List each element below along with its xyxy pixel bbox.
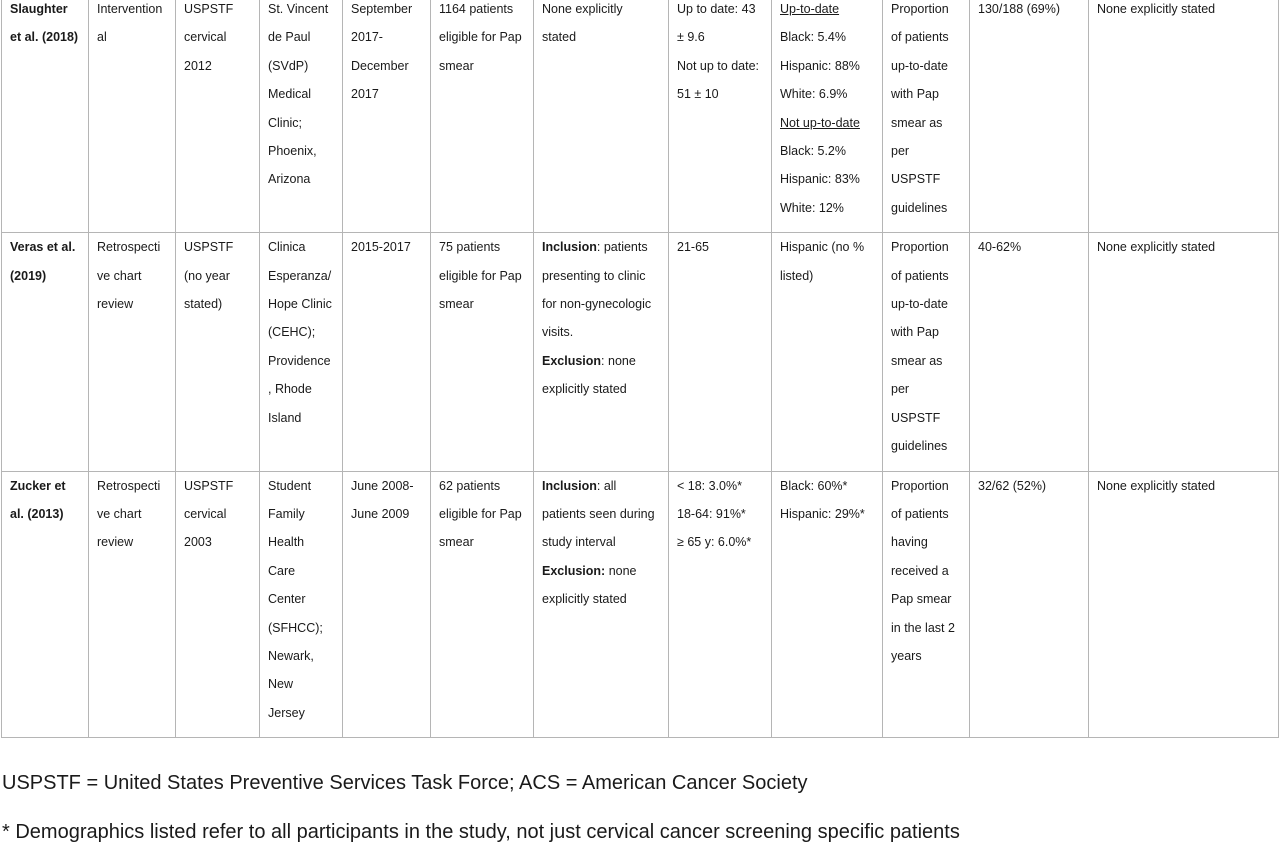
race-text: White: 6.9%	[780, 87, 848, 102]
setting-text: Esperanza/	[268, 268, 332, 283]
cell-period	[343, 233, 431, 471]
exclusion-text: explicitly stated	[542, 382, 627, 397]
population-text: eligible for Pap	[439, 506, 522, 521]
outcome-text: in the last 2	[891, 620, 955, 635]
cell-design	[89, 233, 176, 471]
design-text: Retrospecti	[97, 478, 161, 493]
race-text: Hispanic (no %	[780, 240, 865, 255]
cell-outcome	[883, 0, 970, 233]
cell-guideline	[176, 471, 260, 738]
outcome-text: with Pap	[891, 87, 939, 102]
outcome-text: of patients	[891, 506, 949, 521]
guideline-text: (no year	[184, 268, 230, 283]
cell-guideline	[176, 233, 260, 471]
inclusion-text: patients seen during	[542, 506, 655, 521]
outcome-text: per	[891, 382, 910, 397]
cell-setting	[260, 233, 343, 471]
abbreviations-footnote: USPSTF = United States Preventive Services Task Force; ACS = American Cancer Society	[2, 772, 808, 794]
cell-criteria	[534, 471, 669, 738]
setting-text: (SVdP)	[268, 58, 309, 73]
cell-funding: None explicitly stated	[1089, 233, 1279, 471]
cell-study	[2, 233, 89, 471]
cell-study	[2, 471, 89, 738]
cell-design	[89, 0, 176, 233]
design-text: al	[97, 30, 107, 45]
guideline-text: USPSTF	[184, 240, 234, 255]
setting-text: Health	[268, 535, 305, 550]
study-text: Zucker et	[10, 478, 66, 493]
race-group-label: Up-to-date	[780, 2, 840, 16]
outcome-text: USPSTF	[891, 410, 941, 425]
cell-population	[431, 0, 534, 233]
design-text: review	[97, 297, 134, 312]
outcome-text: up-to-date	[891, 297, 948, 312]
cell-period	[343, 0, 431, 233]
population-text: 1164 patients	[439, 2, 514, 16]
setting-text: Clinic;	[268, 115, 303, 130]
guideline-text: 2003	[184, 535, 212, 550]
setting-text: Newark,	[268, 648, 314, 663]
race-text: Hispanic: 88%	[780, 58, 860, 73]
inclusion-text: : patients	[596, 240, 648, 255]
guideline-text: stated)	[184, 297, 223, 312]
cell-outcome	[883, 233, 970, 471]
cell-race	[772, 233, 883, 471]
outcome-text: smear as	[891, 115, 943, 130]
guideline-text: cervical	[184, 506, 227, 521]
setting-text: Center	[268, 592, 306, 607]
age-text: Not up to date:	[677, 58, 760, 73]
inclusion-text: : all	[596, 478, 617, 493]
cell-funding: None explicitly stated	[1089, 0, 1279, 233]
cell-setting	[260, 471, 343, 738]
cell-population	[431, 233, 534, 471]
setting-text: Providence	[268, 353, 331, 368]
period-text: 2017-	[351, 30, 383, 45]
population-text: 75 patients	[439, 240, 501, 255]
race-text: Black: 5.2%	[780, 144, 847, 159]
inclusion-text: for non-gynecologic	[542, 297, 652, 312]
race-text: listed)	[780, 268, 814, 283]
setting-text: Hope Clinic	[268, 297, 332, 312]
outcome-text: Proportion	[891, 240, 949, 255]
design-text: review	[97, 535, 134, 550]
cell-funding: None explicitly stated	[1089, 471, 1279, 738]
inclusion-text: visits.	[542, 325, 574, 340]
outcome-text: of patients	[891, 268, 949, 283]
cell-design	[89, 471, 176, 738]
race-text: Hispanic: 29%*	[780, 506, 865, 521]
outcome-text: having	[891, 535, 928, 550]
table-row	[2, 233, 1279, 471]
period-text: June 2008-	[351, 478, 414, 493]
inclusion-line	[542, 233, 662, 261]
cell-race	[772, 0, 883, 233]
cell-outcome	[883, 471, 970, 738]
design-text: Retrospecti	[97, 240, 161, 255]
cell-result: 40-62%	[970, 233, 1089, 471]
outcome-text: smear as	[891, 353, 943, 368]
guideline-text: USPSTF	[184, 2, 234, 16]
demographics-footnote: * Demographics listed refer to all participants in the study, not just cervical cancer screening specific patients	[2, 821, 960, 843]
outcome-text: with Pap	[891, 325, 939, 340]
study-table	[1, 0, 1279, 738]
study-text: Veras et al.	[10, 240, 76, 255]
guideline-text: 2012	[184, 58, 212, 73]
criteria-text: None explicitly	[542, 2, 623, 16]
race-text: Hispanic: 83%	[780, 172, 860, 187]
setting-text: de Paul	[268, 30, 311, 45]
population-text: smear	[439, 297, 474, 312]
population-text: smear	[439, 535, 474, 550]
outcome-text: guidelines	[891, 439, 948, 454]
cell-setting	[260, 0, 343, 233]
exclusion-label: Exclusion:	[542, 563, 606, 578]
table-row	[2, 471, 1279, 738]
design-text: Intervention	[97, 2, 163, 16]
guideline-text: USPSTF	[184, 478, 234, 493]
age-text: 21-65	[677, 240, 709, 255]
exclusion-text: explicitly stated	[542, 592, 627, 607]
setting-text: (SFHCC);	[268, 620, 323, 635]
outcome-text: received a	[891, 563, 949, 578]
study-text: (2019)	[10, 268, 47, 283]
cell-age	[669, 0, 772, 233]
outcome-text: guidelines	[891, 200, 948, 215]
setting-text: Island	[268, 410, 302, 425]
study-text: Slaughter	[10, 2, 68, 16]
cell-age	[669, 233, 772, 471]
inclusion-line	[542, 472, 662, 500]
outcome-text: USPSTF	[891, 172, 941, 187]
study-text: al. (2013)	[10, 506, 64, 521]
exclusion-line	[542, 557, 662, 585]
outcome-text: up-to-date	[891, 58, 948, 73]
cell-result: 130/188 (69%)	[970, 0, 1089, 233]
population-text: 62 patients	[439, 478, 501, 493]
exclusion-line	[542, 347, 662, 375]
cell-criteria	[534, 0, 669, 233]
criteria-text: stated	[542, 30, 577, 45]
outcome-text: per	[891, 144, 910, 159]
table-row	[2, 0, 1279, 233]
cell-criteria	[534, 233, 669, 471]
inclusion-text: study interval	[542, 535, 616, 550]
exclusion-text: : none	[601, 353, 636, 368]
race-text: White: 12%	[780, 200, 844, 215]
outcome-text: Pap smear	[891, 592, 952, 607]
age-text: ≥ 65 y: 6.0%*	[677, 535, 752, 550]
setting-text: , Rhode	[268, 382, 312, 397]
age-text: 18-64: 91%*	[677, 506, 746, 521]
outcome-text: years	[891, 648, 922, 663]
period-text: June 2009	[351, 506, 410, 521]
inclusion-label: Inclusion	[542, 478, 597, 493]
period-text: 2017	[351, 87, 379, 102]
setting-text: Student	[268, 478, 312, 493]
design-text: ve chart	[97, 506, 142, 521]
population-text: smear	[439, 58, 474, 73]
exclusion-text: none	[605, 563, 637, 578]
age-text: 51 ± 10	[677, 87, 719, 102]
age-text: < 18: 3.0%*	[677, 478, 742, 493]
study-text: et al. (2018)	[10, 30, 79, 45]
cell-population	[431, 471, 534, 738]
setting-text: Clinica	[268, 240, 306, 255]
setting-text: Phoenix,	[268, 144, 317, 159]
age-text: Up to date: 43	[677, 2, 756, 16]
race-text: Black: 60%*	[780, 478, 848, 493]
cell-study	[2, 0, 89, 233]
setting-text: Care	[268, 563, 296, 578]
setting-text: Arizona	[268, 172, 311, 187]
outcome-text: of patients	[891, 30, 949, 45]
setting-text: Jersey	[268, 705, 305, 720]
setting-text: Family	[268, 506, 305, 521]
period-text: September	[351, 2, 413, 16]
cell-result: 32/62 (52%)	[970, 471, 1089, 738]
period-text: 2015-2017	[351, 240, 411, 255]
design-text: ve chart	[97, 268, 142, 283]
setting-text: Medical	[268, 87, 312, 102]
outcome-text: Proportion	[891, 2, 949, 16]
inclusion-label: Inclusion	[542, 240, 597, 255]
period-text: December	[351, 58, 409, 73]
cell-period	[343, 471, 431, 738]
race-text: Black: 5.4%	[780, 30, 847, 45]
cell-race	[772, 471, 883, 738]
population-text: eligible for Pap	[439, 30, 522, 45]
setting-text: New	[268, 677, 294, 692]
age-text: ± 9.6	[677, 30, 705, 45]
inclusion-text: presenting to clinic	[542, 268, 646, 283]
setting-text: St. Vincent	[268, 2, 329, 16]
race-group-label: Not up-to-date	[780, 115, 860, 130]
setting-text: (CEHC);	[268, 325, 316, 340]
cell-guideline	[176, 0, 260, 233]
outcome-text: Proportion	[891, 478, 949, 493]
cell-age	[669, 471, 772, 738]
guideline-text: cervical	[184, 30, 227, 45]
exclusion-label: Exclusion	[542, 353, 602, 368]
population-text: eligible for Pap	[439, 268, 522, 283]
